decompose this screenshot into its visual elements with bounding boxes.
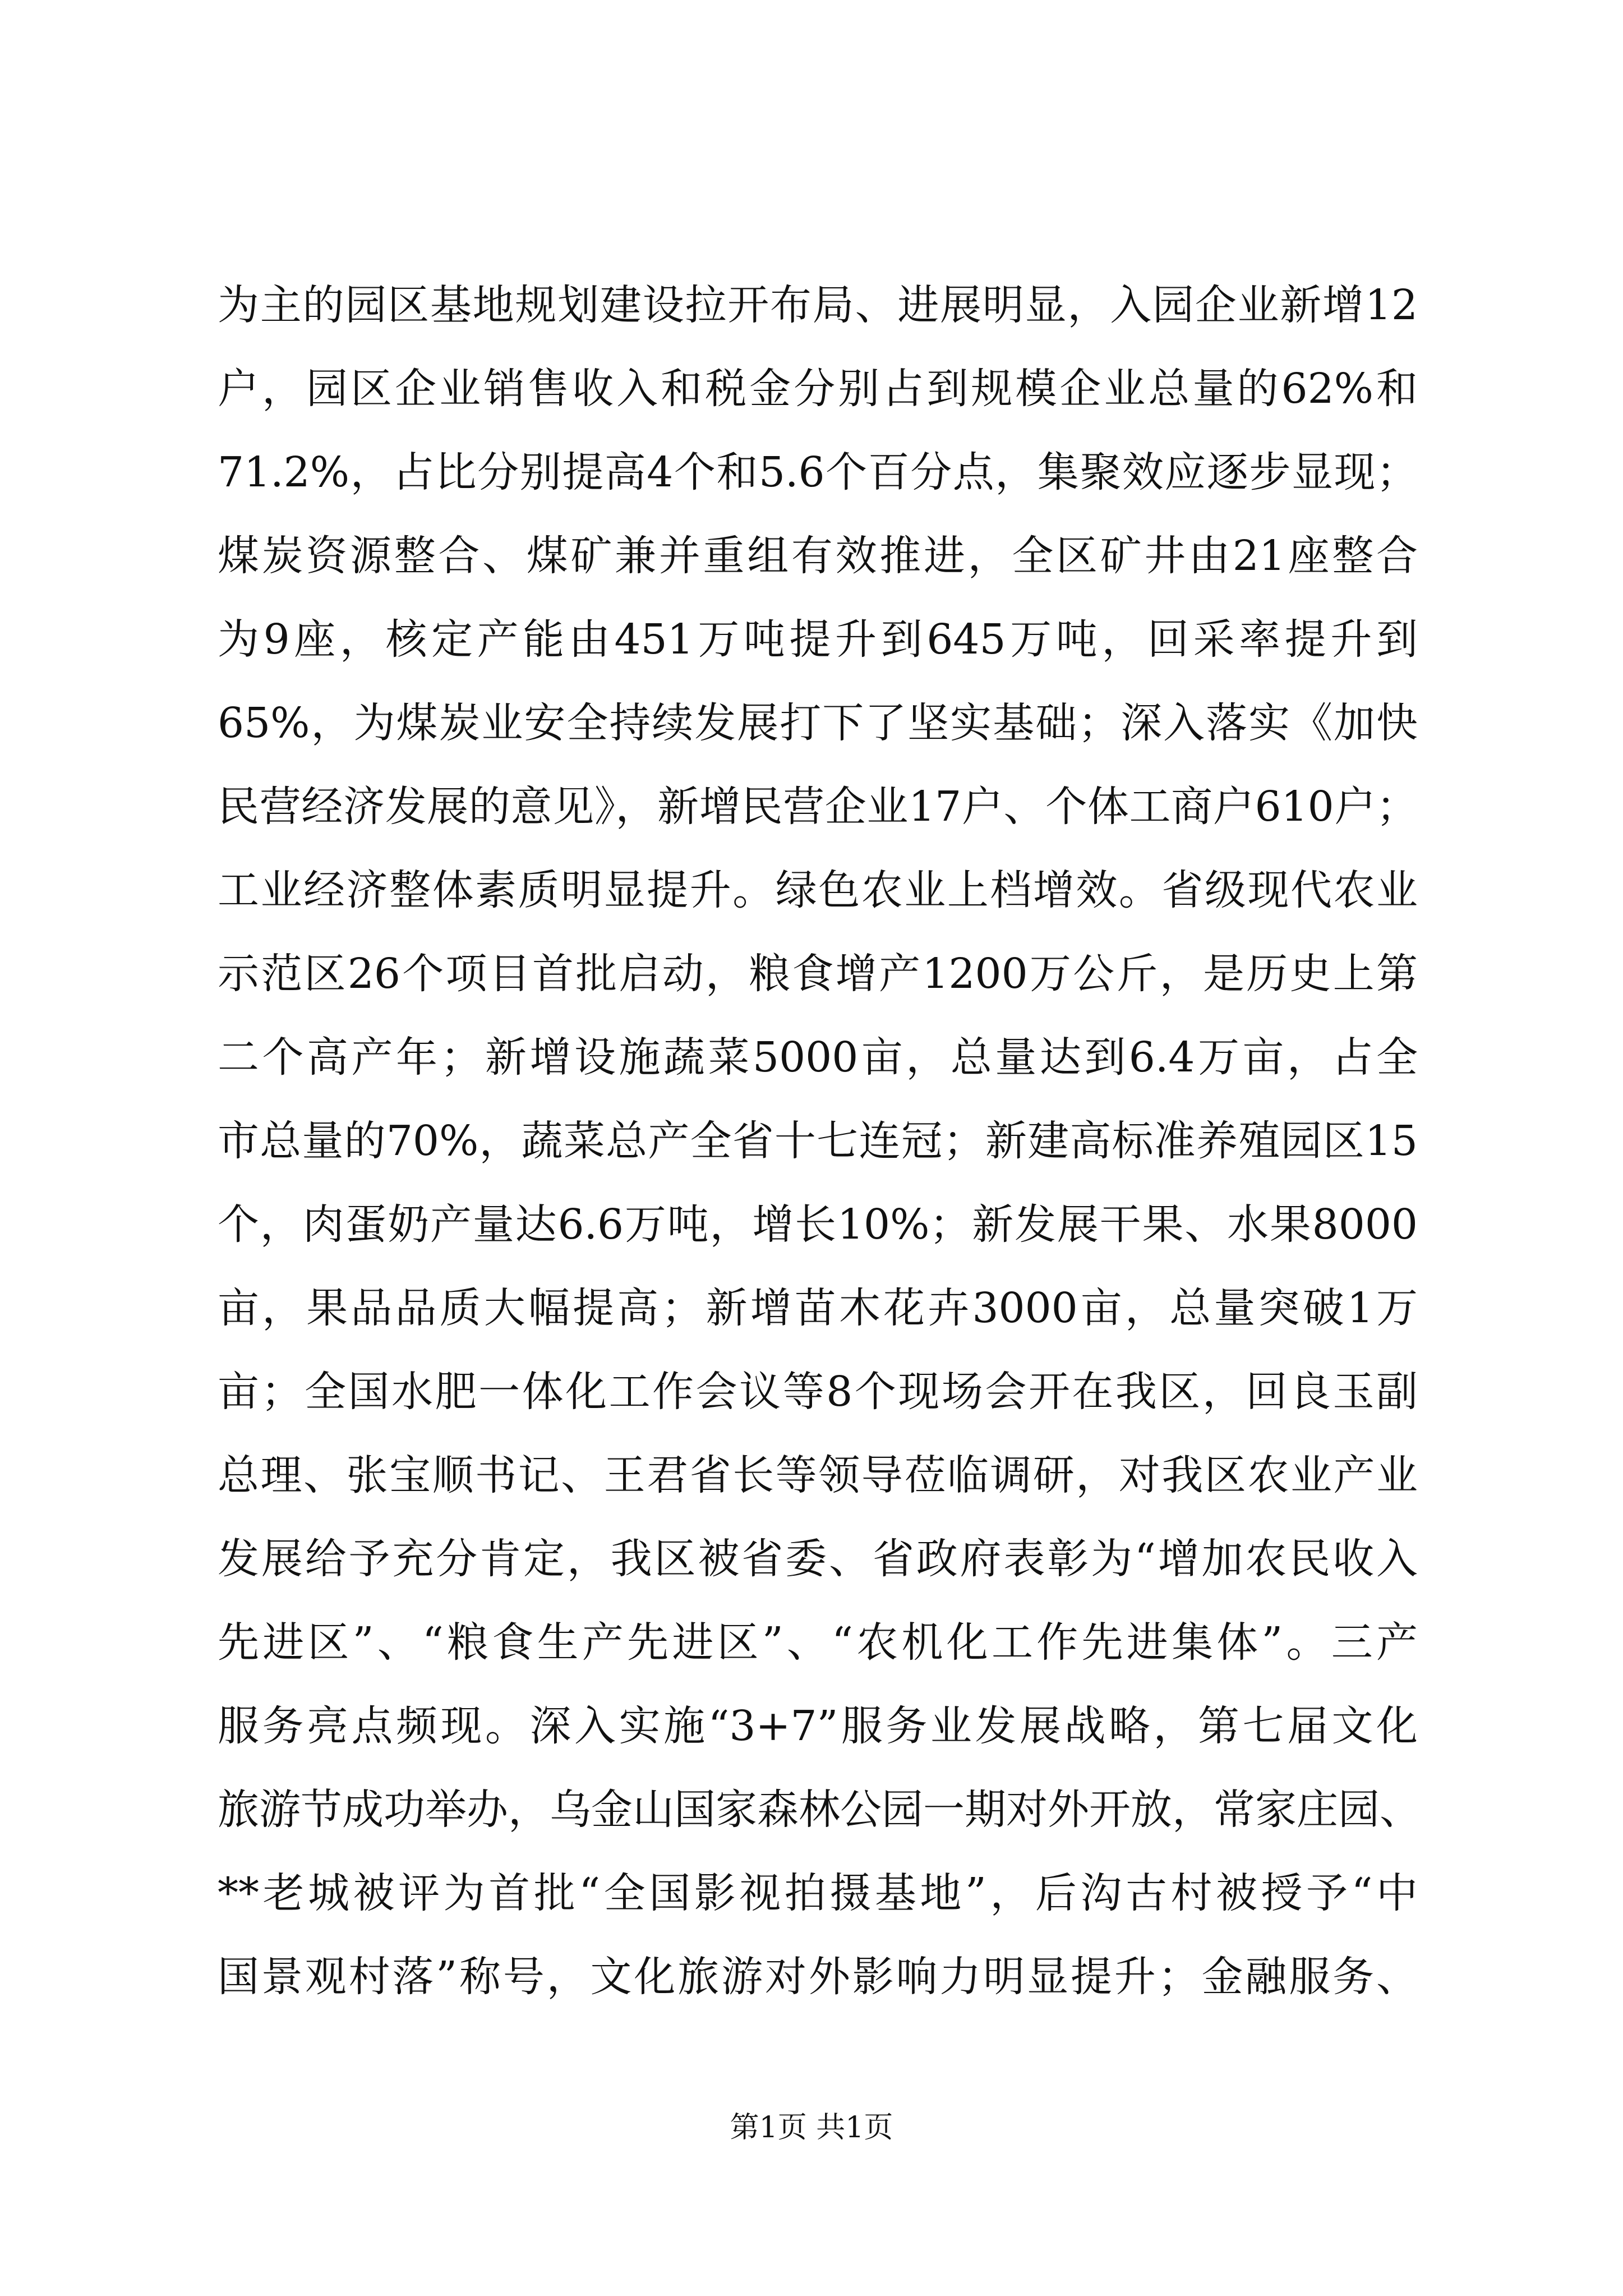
page-footer — [0, 2108, 1623, 2147]
text-line: 市总量的70%，蔬菜总产全省十七连冠；新建高标准养殖园区15 — [218, 1117, 1418, 1165]
text-line: **老城被评为首批“全国影视拍摄基地”，后沟古村被授予“中 — [218, 1869, 1418, 1917]
text-line: 国景观村落”称号，文化旅游对外影响力明显提升；金融服务、 — [218, 1953, 1418, 2001]
text-line: 65%，为煤炭业安全持续发展打下了坚实基础；深入落实《加快 — [218, 699, 1418, 747]
text-line: 户，园区企业销售收入和税金分别占到规模企业总量的62%和 — [218, 365, 1418, 413]
text-line: 亩，果品品质大幅提高；新增苗木花卉3000亩，总量突破1万 — [218, 1284, 1418, 1332]
text-line: 二个高产年；新增设施蔬菜5000亩，总量达到6.4万亩，占全 — [218, 1033, 1418, 1082]
text-line: 服务亮点频现。深入实施“3+7”服务业发展战略，第七届文化 — [218, 1702, 1418, 1750]
text-line: 亩；全国水肥一体化工作会议等8个现场会开在我区，回良玉副 — [218, 1368, 1418, 1416]
page-number: 第1页 共1页 — [730, 2111, 893, 2145]
text-line: 为9座，核定产能由451万吨提升到645万吨，回采率提升到 — [218, 615, 1418, 664]
text-line: 发展给予充分肯定，我区被省委、省政府表彰为“增加农民收入 — [218, 1535, 1418, 1583]
text-line: 煤炭资源整合、煤矿兼并重组有效推进，全区矿井由21座整合 — [218, 532, 1418, 580]
text-line: 先进区”、“粮食生产先进区”、“农机化工作先进集体”。三产 — [218, 1618, 1418, 1667]
text-line: 总理、张宝顺书记、王君省长等领导莅临调研，对我区农业产业 — [218, 1451, 1418, 1499]
text-line: 71.2%，占比分别提高4个和5.6个百分点，集聚效应逐步显现； — [218, 448, 1418, 496]
text-line: 旅游节成功举办，乌金山国家森林公园一期对外开放，常家庄园、 — [218, 1786, 1421, 1834]
text-line: 工业经济整体素质明显提升。绿色农业上档增效。省级现代农业 — [218, 866, 1418, 914]
text-line: 示范区26个项目首批启动，粮食增产1200万公斤，是历史上第 — [218, 950, 1418, 998]
text-line: 个，肉蛋奶产量达6.6万吨，增长10%；新发展干果、水果8000 — [218, 1200, 1418, 1249]
text-line: 为主的园区基地规划建设拉开布局、进展明显，入园企业新增12 — [218, 281, 1418, 329]
body-text — [218, 264, 1421, 2019]
text-line: 民营经济发展的意见》，新增民营企业17户、个体工商户610户； — [218, 783, 1418, 831]
